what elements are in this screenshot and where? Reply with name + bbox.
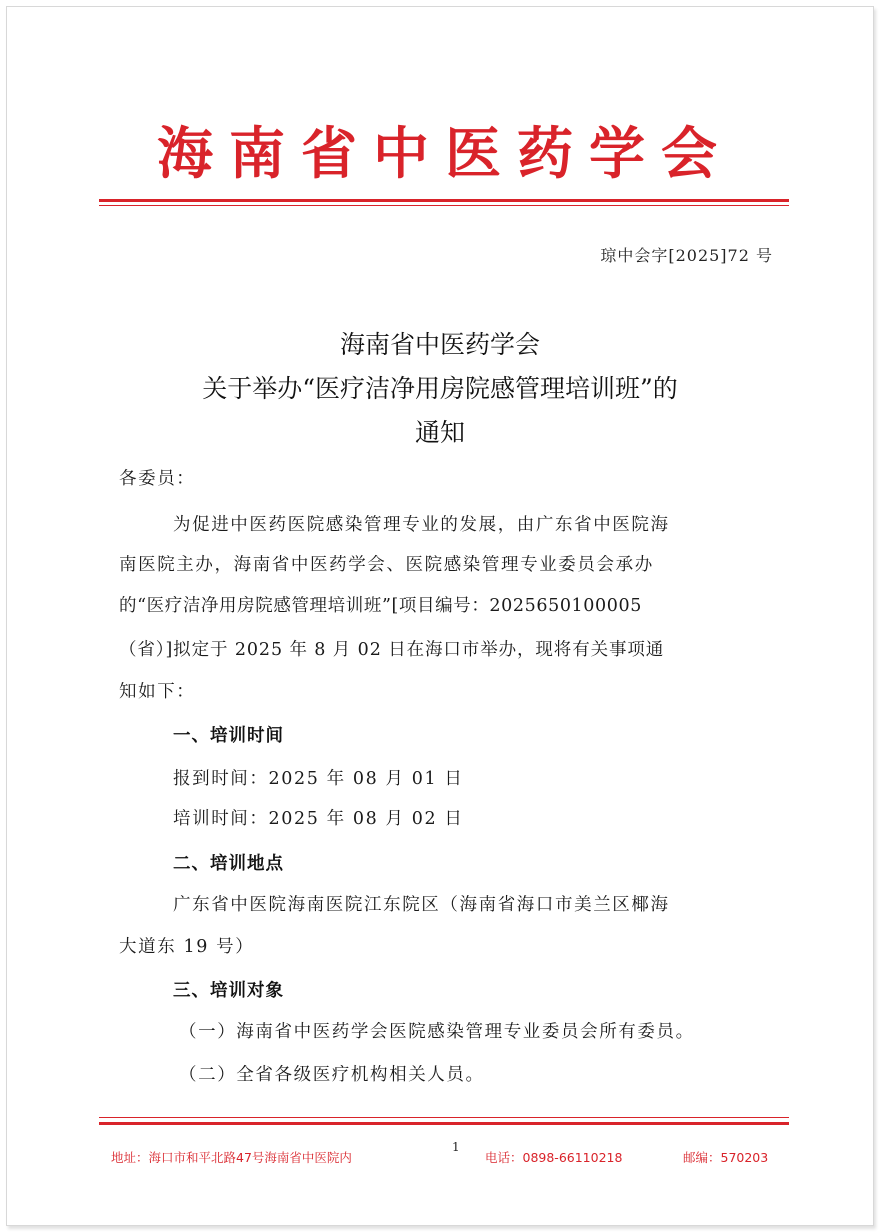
- footer-rule-thin: [99, 1117, 789, 1118]
- audience-item: （一）海南省中医药学会医院感染管理专业委员会所有委员。: [179, 1022, 695, 1042]
- intro-line: 的“医疗洁净用房院感管理培训班”[项目编号：2025650100005: [119, 596, 642, 616]
- training-time: 培训时间：2025 年 08 月 02 日: [173, 809, 464, 829]
- register-time: 报到时间：2025 年 08 月 01 日: [173, 769, 464, 789]
- location-line: 广东省中医院海南医院江东院区（海南省海口市美兰区椰海: [173, 895, 670, 915]
- letterhead-rule-thin: [99, 205, 789, 206]
- location-line: 大道东 19 号）: [119, 937, 255, 957]
- intro-line: （省）]拟定于 2025 年 8 月 02 日在海口市举办，现将有关事项通: [119, 640, 665, 660]
- intro-line: 为促进中医药医院感染管理专业的发展，由广东省中医院海: [173, 515, 670, 535]
- document-number: 琼中会字[2025]72 号: [600, 246, 773, 265]
- footer-rule-thick: [99, 1122, 789, 1125]
- section-heading-location: 二、培训地点: [173, 854, 284, 874]
- notice-title-line-2: 关于举办“医疗洁净用房院感管理培训班”的: [202, 374, 678, 403]
- notice-title-line-3: 通知: [414, 418, 465, 447]
- intro-line: 知如下：: [119, 682, 196, 702]
- letterhead-rule-thick: [99, 199, 789, 202]
- footer-address: 地址：海口市和平北路47号海南省中医院内: [111, 1150, 352, 1165]
- section-heading-audience: 三、培训对象: [173, 981, 284, 1001]
- document-page: [6, 6, 874, 1226]
- page-number: 1: [452, 1140, 460, 1154]
- notice-title-line-1: 海南省中医药学会: [339, 330, 540, 359]
- footer-postcode: 邮编：570203: [683, 1150, 769, 1165]
- letterhead-title: 海南省中医药学会: [157, 121, 733, 187]
- section-heading-time: 一、培训时间: [173, 726, 284, 746]
- footer-phone: 电话：0898-66110218: [485, 1150, 623, 1165]
- intro-line: 南医院主办，海南省中医药学会、医院感染管理专业委员会承办: [119, 555, 654, 575]
- salutation: 各委员：: [119, 469, 196, 489]
- audience-item: （二）全省各级医疗机构相关人员。: [179, 1065, 485, 1085]
